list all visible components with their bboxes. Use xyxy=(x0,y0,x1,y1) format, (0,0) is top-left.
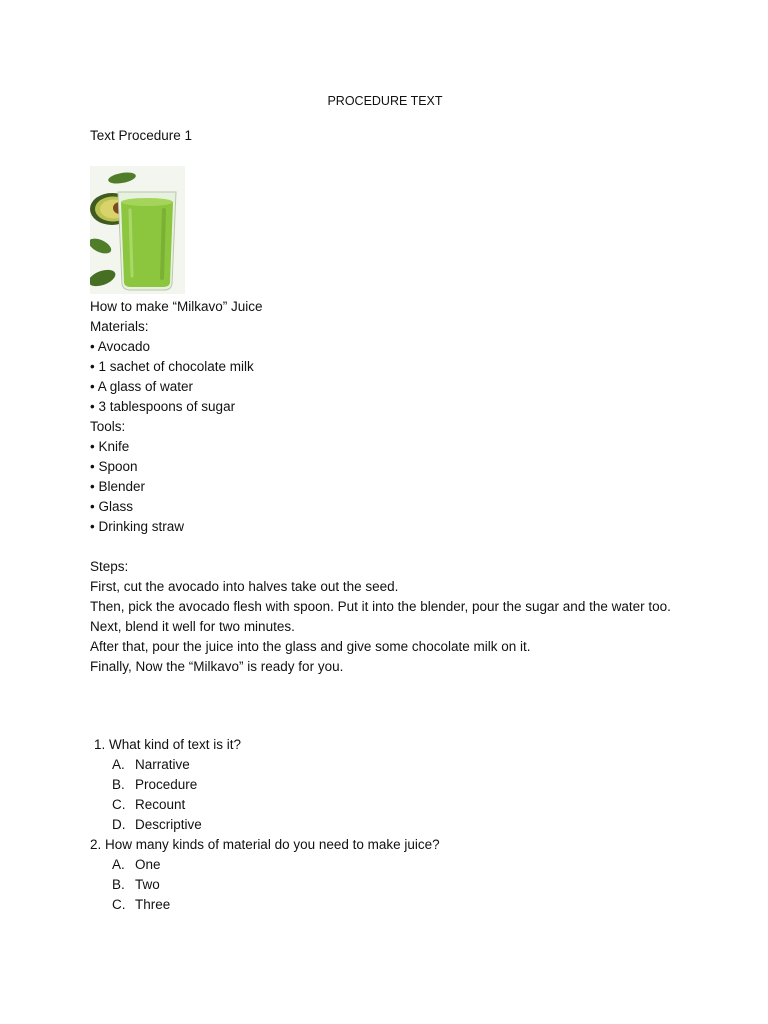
step-line: Then, pick the avocado flesh with spoon. Put it into the blender, pour the sugar and the water too. xyxy=(90,599,671,614)
answer-options xyxy=(90,855,690,915)
step-line: First, cut the avocado into halves take out the seed. xyxy=(90,579,399,594)
option-letter: B. xyxy=(112,777,125,792)
answer-option xyxy=(90,775,690,795)
answer-option xyxy=(90,855,690,875)
recipe-body xyxy=(90,297,680,677)
material-item: • A glass of water xyxy=(90,379,194,394)
option-text: Three xyxy=(135,897,171,912)
steps-heading: Steps: xyxy=(90,559,129,574)
option-text: Recount xyxy=(135,797,186,812)
page-title: PROCEDURE TEXT xyxy=(327,94,443,108)
step-line: Next, blend it well for two minutes. xyxy=(90,619,295,634)
tools-heading: Tools: xyxy=(90,419,126,434)
option-letter: A. xyxy=(112,757,125,772)
answer-option xyxy=(90,875,690,895)
step-line: After that, pour the juice into the glass and give some chocolate milk on it. xyxy=(90,639,531,654)
material-item: • 3 tablespoons of sugar xyxy=(90,399,236,414)
option-text: One xyxy=(135,857,161,872)
option-letter: A. xyxy=(112,857,125,872)
option-text: Descriptive xyxy=(135,817,202,832)
tool-item: • Blender xyxy=(90,479,146,494)
materials-heading: Materials: xyxy=(90,319,149,334)
answer-options xyxy=(90,755,690,835)
spacer xyxy=(90,537,680,557)
tool-item: • Drinking straw xyxy=(90,519,184,534)
tool-item: • Spoon xyxy=(90,459,138,474)
material-item: • Avocado xyxy=(90,339,151,354)
tool-item: • Knife xyxy=(90,439,130,454)
material-item: • 1 sachet of chocolate milk xyxy=(90,359,254,374)
tool-item: • Glass xyxy=(90,499,133,514)
option-text: Narrative xyxy=(135,757,190,772)
recipe-title: How to make “Milkavo” Juice xyxy=(90,299,263,314)
option-letter: D. xyxy=(112,817,126,832)
option-text: Two xyxy=(135,877,160,892)
option-letter: C. xyxy=(112,797,126,812)
question-text: 2. How many kinds of material do you need to make juice? xyxy=(90,837,440,852)
option-letter: B. xyxy=(112,877,125,892)
answer-option xyxy=(90,815,690,835)
section-subtitle: Text Procedure 1 xyxy=(90,128,193,143)
option-text: Procedure xyxy=(135,777,198,792)
answer-option xyxy=(90,755,690,775)
question-text: 1. What kind of text is it? xyxy=(94,737,242,752)
step-line: Finally, Now the “Milkavo” is ready for you. xyxy=(90,659,344,674)
avocado-juice-image xyxy=(90,166,185,294)
questions-section xyxy=(90,735,690,915)
answer-option xyxy=(90,795,690,815)
option-letter: C. xyxy=(112,897,126,912)
answer-option xyxy=(90,895,690,915)
